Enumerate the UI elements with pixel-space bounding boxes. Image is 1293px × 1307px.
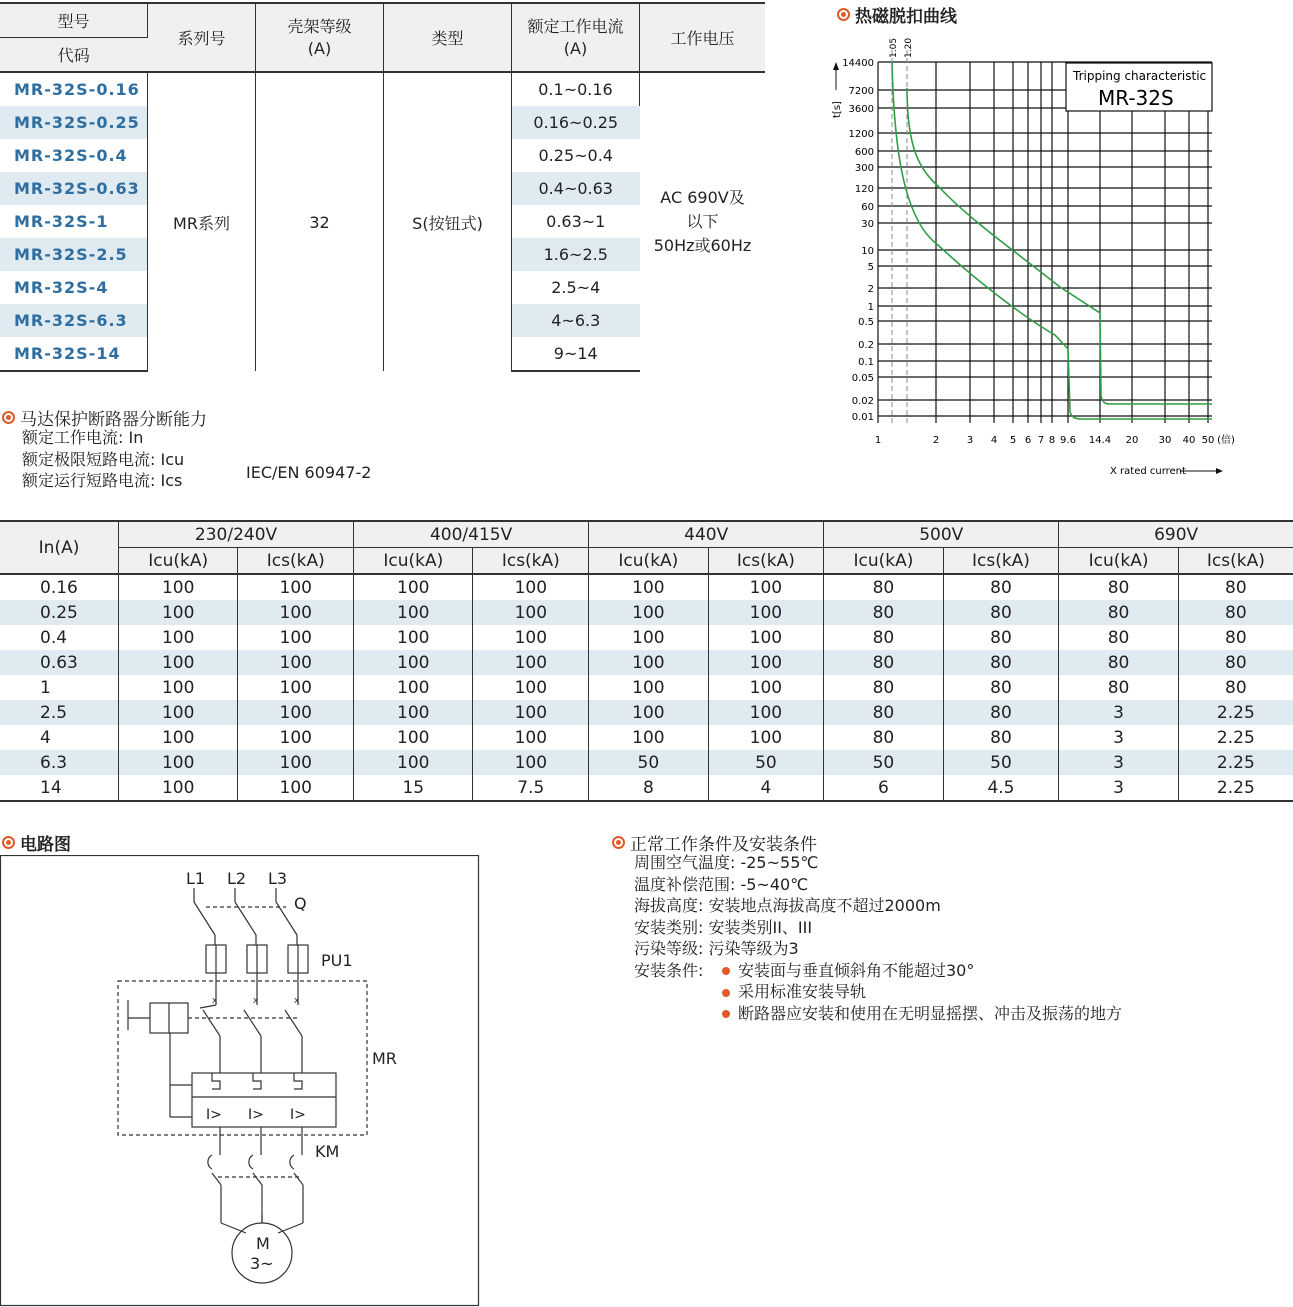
model-code: MR-32S-6.3	[0, 304, 148, 337]
install-conditions	[634, 960, 1122, 1025]
bullet-icon	[612, 836, 625, 849]
y-tick-label: 3600	[848, 104, 874, 115]
condition-line: 海拔高度: 安装地点海拔高度不超过2000m	[634, 896, 941, 915]
capacity-cell: 80	[824, 700, 943, 725]
capacity-cell: 80	[1178, 600, 1293, 625]
install-item: 断路器应安装和使用在无明显摇摆、冲击及振荡的地方	[722, 1003, 1122, 1025]
capacity-cell: 80	[1225, 627, 1247, 648]
header-in: In(A)	[0, 521, 119, 574]
capacity-cell: 4.5	[943, 775, 1059, 801]
capacity-cell: 100	[589, 700, 708, 725]
capacity-cell: 100	[354, 675, 473, 700]
voltage-group-header: 690V	[1059, 521, 1293, 548]
install-items	[722, 960, 1122, 1025]
capacity-cell: 100	[354, 600, 473, 625]
model-row	[0, 72, 765, 106]
capacity-cell: 100	[119, 750, 238, 775]
install-item: 采用标准安装导轨	[722, 981, 1122, 1003]
rated-current-cell: 0.16	[0, 574, 119, 600]
capacity-cell: 80	[1225, 677, 1247, 698]
install-label: 安装条件:	[634, 960, 704, 980]
capacity-cell: 100	[238, 725, 354, 750]
header-model: 型号	[0, 3, 148, 38]
capacity-cell: 100	[473, 600, 589, 625]
capacity-cell: 100	[238, 775, 354, 801]
breaking-line: 额定极限短路电流: Icu	[22, 449, 185, 469]
capacity-cell: 80	[1178, 650, 1293, 675]
label-pu1: PU1	[321, 951, 353, 970]
condition-line: 温度补偿范围: -5~40℃	[634, 874, 809, 894]
capacity-cell: 80	[824, 600, 943, 625]
rated-current-cell: 0.63	[0, 650, 119, 675]
x-tick-label: 40	[1182, 435, 1196, 446]
capacity-cell: 100	[708, 625, 824, 650]
label-l3: L3	[268, 869, 288, 888]
capacity-cell: 100	[473, 725, 589, 750]
model-table	[0, 2, 765, 372]
x-tick-label: 8	[1048, 435, 1056, 446]
capacity-cell: 80	[1059, 625, 1178, 650]
type-cell: S(按钮式)	[384, 72, 512, 371]
ics-header: Ics(kA)	[943, 548, 1059, 575]
table-row	[0, 650, 1293, 675]
capacity-cell: 80	[1059, 675, 1178, 700]
capacity-cell: 80	[824, 650, 943, 675]
svg-text:x: x	[212, 996, 218, 1006]
title-box-heading: Tripping characteristic	[1073, 69, 1207, 83]
capacity-cell: 100	[473, 700, 589, 725]
condition-line: 安装类别: 安装类别II、III	[634, 917, 813, 937]
table-row	[0, 775, 1293, 801]
capacity-cell: 15	[354, 775, 473, 801]
capacity-cell: 80	[943, 625, 1059, 650]
capacity-cell: 100	[119, 700, 238, 725]
dot-icon	[722, 1010, 730, 1018]
y-tick-label: 0.02	[851, 396, 874, 407]
x-tick-label: 50	[1201, 435, 1215, 446]
rated-current-cell: 0.25	[0, 600, 119, 625]
capacity-cell: 3	[1059, 725, 1178, 750]
table-row	[0, 625, 1293, 650]
tripping-curve-chart	[820, 30, 1290, 490]
install-item: 安装面与垂直倾斜角不能超过30°	[722, 960, 1122, 982]
capacity-cell: 100	[473, 750, 589, 775]
ics-header: Ics(kA)	[1178, 548, 1293, 575]
capacity-cell: 100	[473, 574, 589, 600]
marker-label: 1.20	[904, 37, 914, 58]
x-tick-label: 9.6	[1060, 435, 1076, 446]
capacity-cell: 80	[824, 574, 943, 600]
current-range: 1.6~2.5	[512, 238, 640, 271]
capacity-cell: 80	[824, 625, 943, 650]
x-tick-label: 4	[990, 435, 998, 446]
x-tick-label: 30	[1158, 435, 1172, 446]
icu-header: Icu(kA)	[119, 548, 238, 575]
header-frame: 壳架等级 (A)	[256, 3, 384, 72]
label-q: Q	[294, 894, 307, 913]
table-row	[0, 675, 1293, 700]
capacity-cell: 100	[354, 725, 473, 750]
capacity-cell: 100	[238, 600, 354, 625]
capacity-cell: 100	[238, 700, 354, 725]
circuit-heading	[2, 830, 71, 855]
capacity-cell: 3	[1059, 775, 1178, 801]
capacity-cell: 80	[824, 725, 943, 750]
current-range: 0.1~0.16	[512, 72, 640, 106]
capacity-cell: 100	[119, 650, 238, 675]
capacity-cell: 100	[354, 574, 473, 600]
rated-current-cell: 6.3	[0, 750, 119, 775]
y-tick-label: 30	[861, 219, 874, 230]
capacity-cell: 100	[708, 574, 824, 600]
rated-current-cell: 14	[0, 775, 119, 801]
capacity-cell: 100	[238, 650, 354, 675]
table-row	[0, 600, 1293, 625]
current-range: 0.63~1	[546, 212, 606, 231]
capacity-cell: 2.25	[1178, 700, 1293, 725]
x-tick-label: 3	[966, 435, 974, 446]
x-tick-label: 5	[1009, 435, 1017, 446]
capacity-cell: 100	[119, 574, 238, 600]
x-tick-label: 6	[1024, 435, 1032, 446]
standard-text: IEC/EN 60947-2	[246, 463, 372, 482]
capacity-cell: 100	[589, 574, 708, 600]
capacity-cell: 100	[354, 650, 473, 675]
condition-line: 污染等级: 污染等级为3	[634, 939, 799, 958]
model-code: MR-32S-4	[0, 271, 148, 304]
current-range: 0.25~0.4	[538, 146, 613, 165]
rated-current-cell: 2.5	[0, 700, 119, 725]
svg-text:x: x	[253, 996, 259, 1006]
bullet-icon	[837, 8, 850, 21]
capacity-cell: 100	[119, 725, 238, 750]
current-range: 0.4~0.63	[512, 172, 640, 205]
capacity-cell: 100	[238, 625, 354, 650]
y-tick-label: 0.01	[851, 412, 874, 423]
voltage-group-header: 500V	[824, 521, 1059, 548]
y-tick-label: 120	[854, 184, 874, 195]
marker-label: 1.05	[889, 37, 899, 58]
capacity-cell: 50	[708, 750, 824, 775]
curve-heading-text: 热磁脱扣曲线	[855, 7, 957, 27]
y-tick-label: 0.2	[858, 340, 874, 351]
header-voltage: 工作电压	[640, 3, 766, 72]
y-tick-label: 0.1	[858, 357, 874, 368]
capacity-cell: 80	[943, 675, 1059, 700]
label-l1: L1	[186, 869, 206, 888]
y-tick-label: 1200	[848, 129, 874, 140]
rated-current-cell: 4	[0, 725, 119, 750]
capacity-cell: 100	[119, 775, 238, 801]
capacity-cell: 2.25	[1178, 775, 1293, 801]
rated-current-cell: 1	[0, 675, 119, 700]
bullet-icon	[2, 836, 15, 849]
capacity-cell: 50	[943, 750, 1059, 775]
capacity-cell: 80	[824, 675, 943, 700]
icu-header: Icu(kA)	[589, 548, 708, 575]
capacity-cell: 100	[473, 625, 589, 650]
label-l2: L2	[227, 869, 247, 888]
label-trip-1: I>	[206, 1107, 222, 1123]
header-code: 代码	[0, 38, 148, 73]
x-tick-label: 1	[874, 435, 882, 446]
capacity-cell: 100	[473, 675, 589, 700]
capacity-cell: 100	[238, 675, 354, 700]
capacity-cell: 100	[119, 600, 238, 625]
frame-cell: 32	[256, 72, 384, 371]
capacity-cell: 80	[1225, 577, 1247, 598]
x-tick-label: 7	[1037, 435, 1045, 446]
breaking-heading-text: 马达保护断路器分断能力	[20, 410, 207, 430]
capacity-cell: 100	[119, 625, 238, 650]
table-row	[0, 750, 1293, 775]
voltage-group-header: 230/240V	[119, 521, 354, 548]
model-code: MR-32S-14	[0, 337, 148, 371]
capacity-cell: 80	[1059, 574, 1178, 600]
capacity-cell: 3	[1059, 750, 1178, 775]
y-tick-label: 14400	[842, 58, 874, 69]
table-row	[0, 700, 1293, 725]
current-range: 9~14	[512, 337, 640, 371]
model-code: MR-32S-2.5	[0, 238, 148, 271]
header-type: 类型	[384, 3, 512, 72]
y-tick-label: 600	[854, 147, 874, 158]
circuit-heading-text: 电路图	[20, 835, 71, 855]
y-tick-label: 10	[861, 246, 874, 257]
ics-header: Ics(kA)	[238, 548, 354, 575]
capacity-cell: 80	[943, 725, 1059, 750]
capacity-cell: 100	[354, 625, 473, 650]
y-tick-label: 60	[861, 202, 874, 213]
capacity-cell: 2.25	[1216, 727, 1255, 748]
breaking-capacity-table	[0, 520, 1293, 802]
y-tick-label: 0.5	[858, 317, 874, 328]
dot-icon	[722, 989, 730, 997]
capacity-cell: 100	[589, 725, 708, 750]
conditions-list	[634, 852, 1122, 1024]
breaking-line: 额定运行短路电流: Ics	[22, 471, 183, 490]
breaking-lines	[22, 427, 184, 492]
capacity-cell: 100	[708, 650, 824, 675]
capacity-cell: 100	[708, 675, 824, 700]
label-mr: MR	[372, 1049, 397, 1068]
capacity-cell: 4	[708, 775, 824, 801]
y-tick-label: 7200	[848, 86, 874, 97]
y-axis-arrowhead	[833, 62, 839, 70]
label-trip-2: I>	[248, 1107, 264, 1123]
current-range: 2.5~4	[551, 278, 601, 297]
capacity-cell: 50	[589, 750, 708, 775]
voltage-group-header: 440V	[589, 521, 824, 548]
header-current: 额定工作电流 (A)	[512, 3, 640, 72]
model-code: MR-32S-1	[0, 205, 148, 238]
capacity-cell: 100	[119, 675, 238, 700]
icu-header: Icu(kA)	[1059, 548, 1178, 575]
table-row	[0, 574, 1293, 600]
capacity-cell: 100	[589, 625, 708, 650]
capacity-cell: 3	[1059, 700, 1178, 725]
curve-heading	[837, 2, 957, 27]
icu-header: Icu(kA)	[354, 548, 473, 575]
bullet-icon	[2, 411, 15, 424]
ics-header: Ics(kA)	[473, 548, 589, 575]
capacity-cell: 80	[1059, 600, 1178, 625]
ics-header: Ics(kA)	[708, 548, 824, 575]
y-tick-label: 0.05	[851, 373, 874, 384]
capacity-cell: 80	[943, 700, 1059, 725]
y-tick-label: 1	[867, 302, 874, 313]
capacity-cell: 100	[354, 700, 473, 725]
capacity-cell: 100	[589, 650, 708, 675]
y-axis-label: t[s]	[832, 101, 843, 118]
capacity-cell: 100	[238, 750, 354, 775]
capacity-cell: 80	[943, 600, 1059, 625]
icu-header: Icu(kA)	[824, 548, 943, 575]
y-tick-label: 300	[854, 163, 874, 174]
current-range: 4~6.3	[512, 304, 640, 337]
model-code: MR-32S-0.16	[0, 72, 148, 106]
x-axis-label: X rated current	[1110, 466, 1186, 477]
capacity-cell: 100	[238, 574, 354, 600]
svg-text:x: x	[294, 996, 300, 1006]
capacity-cell: 100	[708, 725, 824, 750]
conditions-heading-text: 正常工作条件及安装条件	[630, 835, 817, 855]
dot-icon	[722, 967, 730, 975]
capacity-cell: 100	[589, 600, 708, 625]
capacity-cell: 8	[589, 775, 708, 801]
capacity-cell: 100	[354, 750, 473, 775]
model-code: MR-32S-0.63	[0, 172, 148, 205]
x-tick-label: 20	[1125, 435, 1139, 446]
voltage-cell: AC 690V及 以下 50Hz或60Hz	[640, 72, 766, 371]
capacity-cell: 50	[824, 750, 943, 775]
breaking-line: 额定工作电流: In	[22, 428, 144, 447]
label-trip-3: I>	[290, 1107, 306, 1123]
table-row	[0, 725, 1293, 750]
x-tick-label: 14.4	[1088, 435, 1112, 446]
y-tick-label: 2	[867, 284, 874, 295]
capacity-cell: 80	[943, 574, 1059, 600]
current-range: 0.16~0.25	[512, 106, 640, 139]
y-tick-label: 5	[867, 262, 874, 273]
circuit-diagram	[0, 855, 482, 1307]
capacity-cell: 2.25	[1178, 750, 1293, 775]
capacity-cell: 7.5	[473, 775, 589, 801]
capacity-cell: 100	[708, 600, 824, 625]
header-series: 系列号	[148, 3, 256, 72]
capacity-cell: 100	[708, 700, 824, 725]
x-tick-label: 2	[932, 435, 940, 446]
condition-line: 周围空气温度: -25~55℃	[634, 853, 819, 872]
model-code: MR-32S-0.25	[0, 106, 148, 139]
label-motor-phase: 3~	[250, 1254, 274, 1273]
x-unit-label: (倍)	[1217, 435, 1235, 446]
capacity-cell: 80	[943, 650, 1059, 675]
model-code: MR-32S-0.4	[0, 139, 148, 172]
x-axis-arrowhead	[1216, 468, 1223, 474]
capacity-cell: 6	[824, 775, 943, 801]
capacity-cell: 100	[473, 650, 589, 675]
rated-current-cell: 0.4	[0, 625, 119, 650]
label-motor-m: M	[256, 1234, 270, 1253]
voltage-group-header: 400/415V	[354, 521, 589, 548]
capacity-cell: 80	[1059, 650, 1178, 675]
series-cell: MR系列	[148, 72, 256, 371]
capacity-cell: 100	[589, 675, 708, 700]
label-km: KM	[315, 1142, 340, 1161]
title-box-model: MR-32S	[1098, 86, 1174, 110]
curve-upper	[907, 88, 1212, 404]
